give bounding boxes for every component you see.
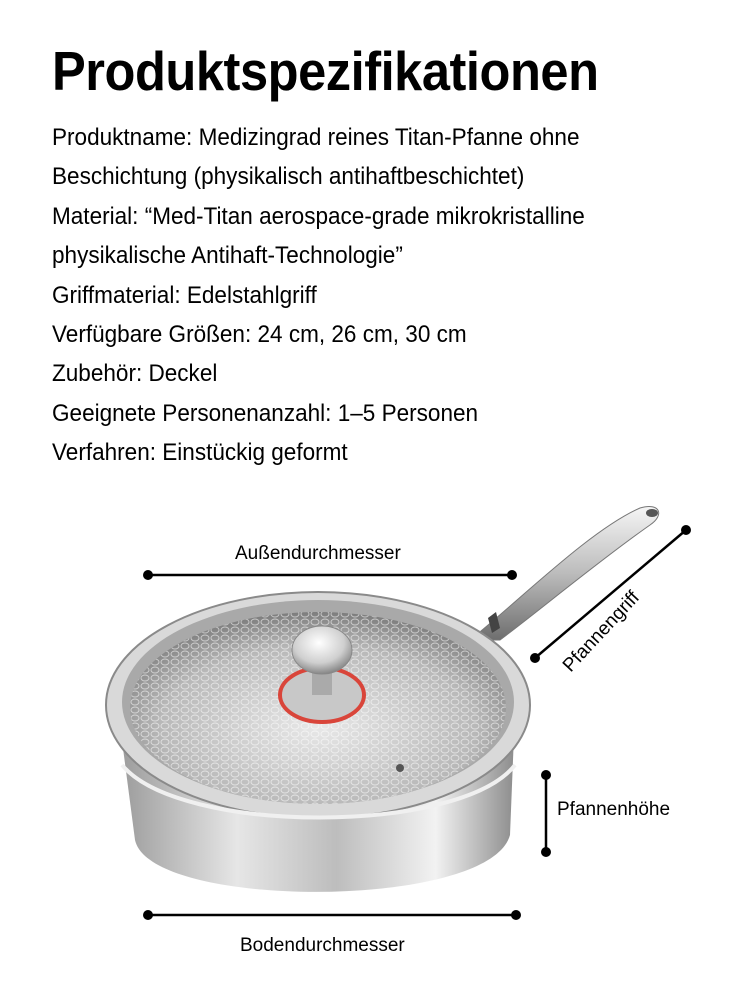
bottom-diameter-line (143, 910, 521, 920)
spec-persons: Geeignete Personenanzahl: 1–5 Personen (52, 399, 479, 427)
pan-handle (470, 506, 659, 640)
spec-sizes: Verfügbare Größen: 24 cm, 26 cm, 30 cm (52, 321, 467, 349)
spec-process: Verfahren: Einstückig geformt (52, 439, 348, 467)
bottom-diameter-label: Bodendurchmesser (240, 935, 405, 956)
page-title: Produktspezifikationen (52, 40, 599, 102)
outer-diameter-line (143, 570, 517, 580)
outer-diameter-label: Außendurchmesser (235, 543, 401, 564)
pan-illustration (0, 490, 750, 1000)
spec-accessories: Zubehör: Deckel (52, 360, 218, 388)
spec-material-1: Material: “Med-Titan aerospace-grade mikrokristalline (52, 202, 585, 230)
spec-handle-material: Griffmaterial: Edelstahlgriff (52, 281, 317, 309)
spec-list (52, 118, 742, 473)
handle-label: Pfannengriff (558, 587, 644, 677)
spec-material-2: physikalische Antihaft-Technologie” (52, 242, 403, 270)
height-label: Pfannenhöhe (557, 799, 671, 820)
spec-product-name-1: Produktname: Medizingrad reines Titan-Pfanne ohne (52, 124, 580, 151)
height-line (541, 770, 551, 857)
spec-product-name-2: Beschichtung (physikalisch antihaftbeschichtet) (52, 163, 525, 191)
pan-dimension-diagram (0, 490, 750, 1000)
